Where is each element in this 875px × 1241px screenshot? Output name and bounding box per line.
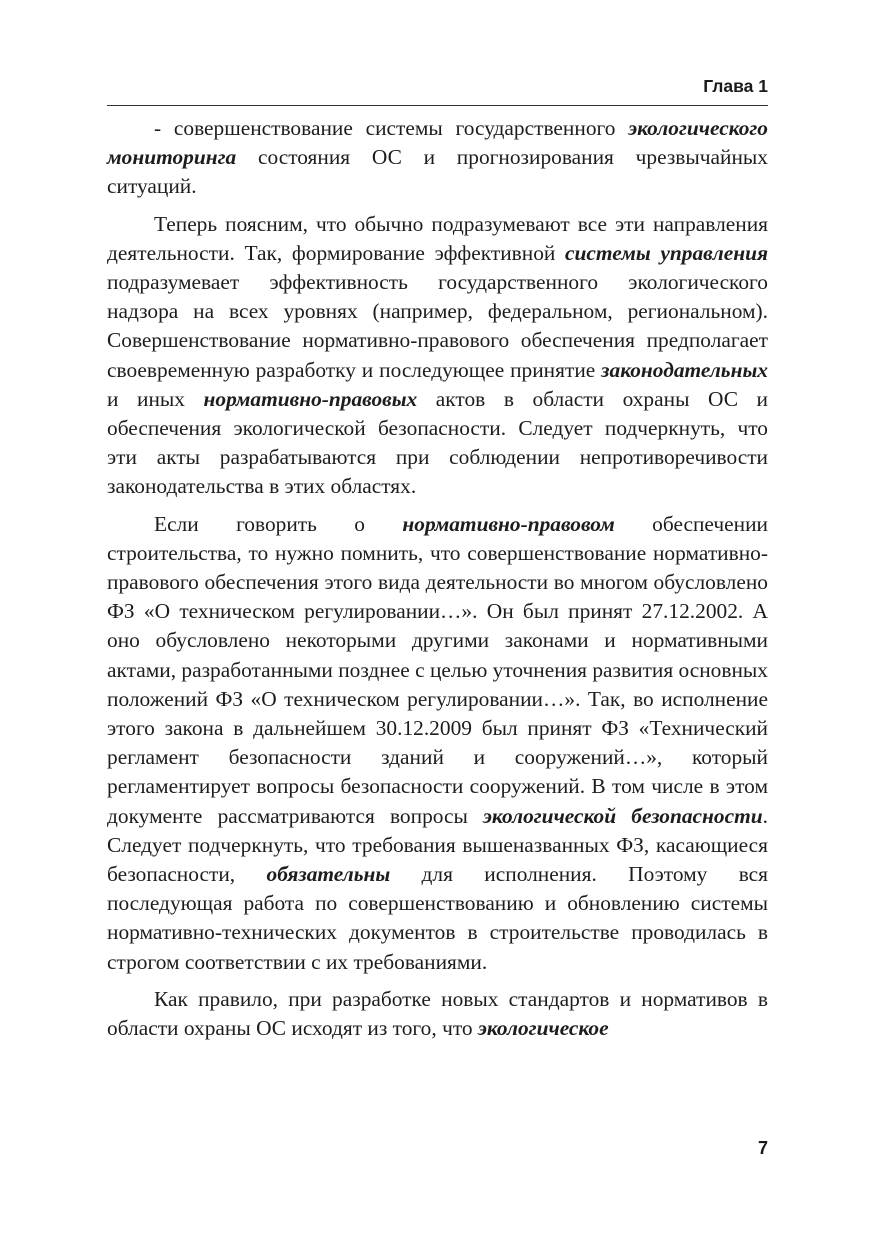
- text-run: для исполнения. Поэтому вся последующая работа по совершенствованию и обновлению системы нормативно-технических документов в строительстве проводилась в строгом соответствии с их требованиями.: [107, 862, 769, 974]
- paragraph: [107, 510, 768, 977]
- emphasized-term: обязательны: [266, 862, 391, 887]
- emphasized-term: законодательных: [601, 357, 768, 382]
- paragraph: [107, 114, 768, 202]
- text-run: подразумевает эффективность государственного экологического надзора на всех уровнях (например, федеральном, региональном). Совершенствование нормативно-правового обеспечения предполагает своевременную разработку и последующее принятие: [107, 270, 768, 382]
- page-number: 7: [757, 1138, 768, 1158]
- text-run: Если говорить о: [154, 511, 403, 536]
- text-run: . Следует подчеркнуть, что требования вышеназванных ФЗ, касающиеся безопасности,: [107, 803, 769, 887]
- emphasized-term: экологическое: [477, 1016, 609, 1041]
- emphasized-term: экологического мониторинга: [107, 116, 768, 170]
- text-run: обеспечении строительства, то нужно помнить, что совершенствование нормативно-правового обеспечения этого вида деятельности во многом обусловлено ФЗ «О техническом регулировании…». Он был принят 27.12.2002. А оно обусловлено некоторыми другими законами и нормативными актами, разработанными позднее с целью уточнения развития основных положений ФЗ «О техническом регулировании…». Так, во исполнение этого закона в дальнейшем 30.12.2009 был принят ФЗ «Технический регламент безопасности зданий и сооружений…», который регламентирует вопросы безопасности сооружений. В том числе в этом документе рассматриваются вопросы: [107, 511, 768, 828]
- running-head-chapter: Глава 1: [703, 76, 768, 96]
- emphasized-term: системы управления: [565, 240, 768, 265]
- body-text: [107, 114, 768, 1051]
- text-run: и иных: [107, 386, 204, 411]
- emphasized-term: экологической безопасности: [483, 803, 763, 828]
- emphasized-term: нормативно-правовом: [402, 511, 615, 536]
- text-run: актов в области охраны ОС и обеспечения экологической безопасности. Следует подчеркнуть, что эти акты разрабатываются при соблюдении непротиворечивости законодательства в этих областях.: [107, 386, 768, 499]
- text-run: Как правило, при разработке новых стандартов и нормативов в области охраны ОС исходят из того, что: [107, 986, 768, 1041]
- text-run: состояния ОС и прогнозирования чрезвычайных ситуаций.: [107, 145, 768, 199]
- emphasized-term: нормативно-правовых: [203, 386, 418, 411]
- text-run: - совершенствование системы государственного: [154, 116, 629, 140]
- text-run: Теперь поясним, что обычно подразумевают все эти направления деятельности. Так, формирование эффективной: [107, 211, 768, 265]
- paragraph: [107, 210, 768, 502]
- paragraph: [107, 985, 768, 1043]
- header-rule: [107, 105, 768, 106]
